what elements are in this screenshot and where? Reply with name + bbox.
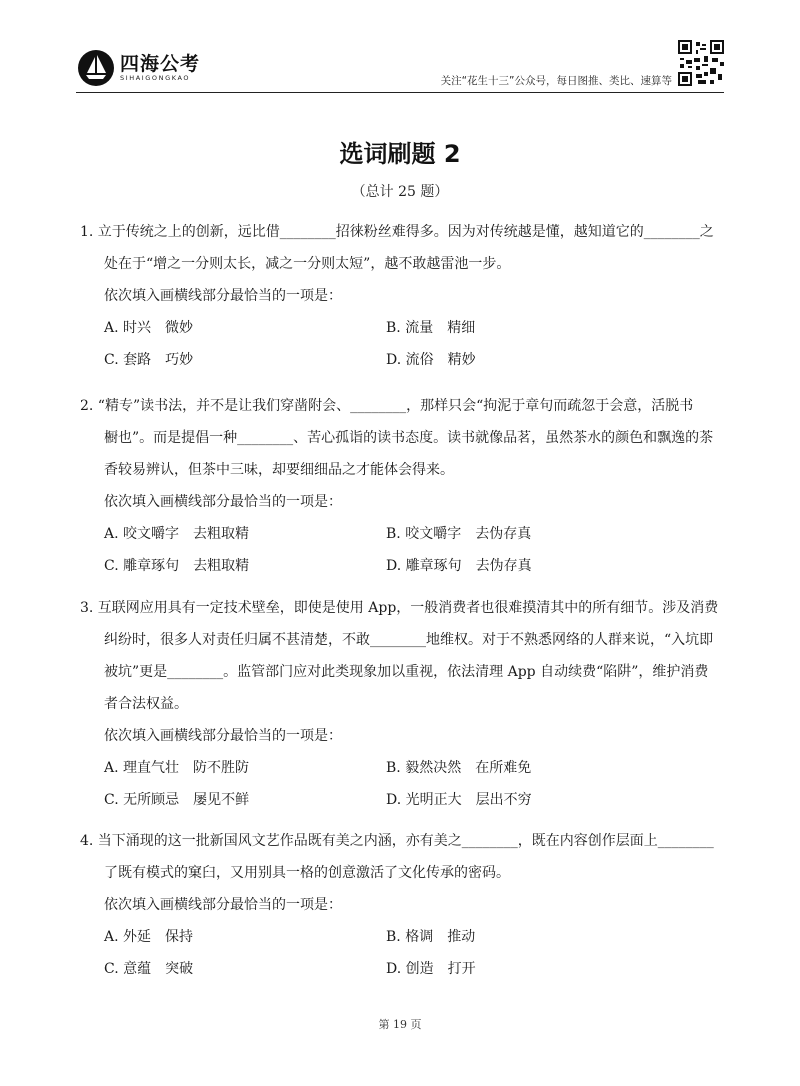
options-row bbox=[80, 752, 726, 784]
option-a: A. 外延 保持 bbox=[104, 929, 194, 945]
question-text-line: 4. 当下涌现的这一批新国风文艺作品既有美之内涵，亦有美之________，既在内容创作层面上________ bbox=[80, 833, 714, 849]
question-text-line: 2. “精专”读书法，并不是让我们穿凿附会、________，那样只会“拘泥于章句而疏忽于会意，活脱书 bbox=[80, 398, 694, 414]
question-prompt: 依次填入画横线部分最恰当的一项是： bbox=[104, 897, 342, 913]
option-b: B. 咬文嚼字 去伪存真 bbox=[386, 526, 532, 542]
qr-code-icon bbox=[678, 40, 724, 86]
question-text-line: 被坑”更是________。监管部门应对此类现象加以重视，依法清理 App 自动续费“陷阱”，维护消费 bbox=[104, 664, 709, 680]
options-row bbox=[80, 518, 726, 550]
question-text-line: 1. 立于传统之上的创新，远比借________招徕粉丝难得多。因为对传统越是懂，越知道它的________之 bbox=[80, 224, 714, 240]
options-row bbox=[80, 344, 726, 376]
question-2 bbox=[80, 390, 726, 582]
option-c: C. 套路 巧妙 bbox=[104, 352, 194, 368]
option-d: D. 光明正大 层出不穷 bbox=[386, 792, 532, 808]
logo-wordmark: 四海公考 bbox=[120, 52, 201, 75]
options-row bbox=[80, 550, 726, 582]
option-d: D. 流俗 精妙 bbox=[386, 352, 476, 368]
option-b: B. 毅然决然 在所难免 bbox=[386, 760, 532, 776]
brand-logo bbox=[76, 48, 200, 88]
question-text-line: 处在于“增之一分则太长，减之一分则太短”，越不敢越雷池一步。 bbox=[104, 256, 511, 272]
question-text-line: 了既有模式的窠臼，又用别具一格的创意激活了文化传承的密码。 bbox=[104, 865, 510, 881]
options-row bbox=[80, 953, 726, 985]
page-title: 选词刷题 2 bbox=[339, 140, 461, 168]
option-b: B. 流量 精细 bbox=[386, 320, 476, 336]
question-prompt: 依次填入画横线部分最恰当的一项是： bbox=[104, 494, 342, 510]
options-row bbox=[80, 921, 726, 953]
page-header bbox=[0, 0, 800, 100]
page-subtitle: （总计 25 题） bbox=[351, 184, 449, 200]
options-row bbox=[80, 784, 726, 816]
options-row bbox=[80, 312, 726, 344]
question-prompt: 依次填入画横线部分最恰当的一项是： bbox=[104, 288, 342, 304]
option-a: A. 理直气壮 防不胜防 bbox=[104, 760, 250, 776]
question-text-line: 3. 互联网应用具有一定技术壁垒，即使是使用 App，一般消费者也很难摸清其中的所有细节。涉及消费 bbox=[80, 600, 719, 616]
option-a: A. 时兴 微妙 bbox=[104, 320, 194, 336]
question-text-line: 橱也”。而是提倡一种________、苦心孤诣的读书态度。读书就像品茗，虽然茶水的颜色和飘逸的茶 bbox=[104, 430, 714, 446]
sailboat-logo-icon bbox=[76, 48, 116, 88]
option-c: C. 无所顾忌 屡见不鲜 bbox=[104, 792, 250, 808]
option-c: C. 意蕴 突破 bbox=[104, 961, 194, 977]
logo-wordmark-latin: SIHAIGONGKAO bbox=[120, 73, 191, 82]
option-d: D. 创造 打开 bbox=[386, 961, 476, 977]
question-text-line: 纠纷时，很多人对责任归属不甚清楚，不敢________地维权。对于不熟悉网络的人群来说，“入坑即 bbox=[104, 632, 714, 648]
option-a: A. 咬文嚼字 去粗取精 bbox=[104, 526, 250, 542]
option-c: C. 雕章琢句 去粗取精 bbox=[104, 558, 250, 574]
header-divider bbox=[76, 92, 724, 93]
question-text-line: 香较易辨认，但茶中三味，却要细细品之才能体会得来。 bbox=[104, 462, 454, 478]
option-d: D. 雕章琢句 去伪存真 bbox=[386, 558, 532, 574]
question-3 bbox=[80, 592, 726, 816]
option-b: B. 格调 推动 bbox=[386, 929, 476, 945]
question-text-line: 者合法权益。 bbox=[104, 696, 188, 712]
question-prompt: 依次填入画横线部分最恰当的一项是： bbox=[104, 728, 342, 744]
question-1 bbox=[80, 216, 726, 376]
question-4 bbox=[80, 825, 726, 985]
header-promo-text: 关注“花生十三”公众号，每日图推、类比、速算等 bbox=[440, 75, 672, 87]
page-number: 第 19 页 bbox=[378, 1018, 422, 1031]
